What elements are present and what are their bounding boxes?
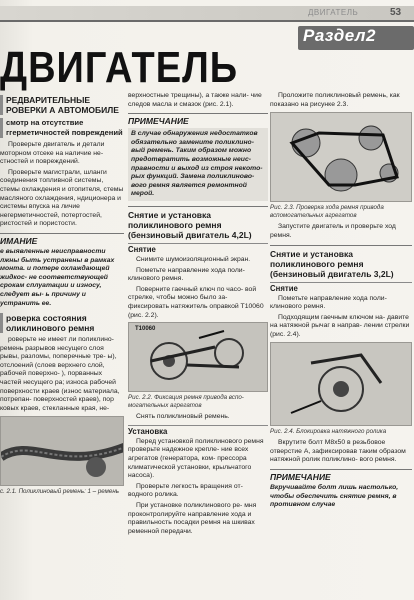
section-label: Раздел2 [303,26,376,45]
belt-photo-icon [1,417,124,486]
middle-column [128,92,268,538]
subheading-removal: Снятие [270,282,412,293]
heading-belt-removal-42: Снятие и установка поликлинового ремня (бензиновый двигатель 4,2L) [128,206,268,240]
note-heading: ИМАНИЕ [0,233,124,246]
heading-preliminary-checks: РЕДВАРИТЕЛЬНЫЕ РОВЕРКИ А АВТОМОБИЛЕ [0,95,124,115]
engine-tensioner-icon [129,323,268,392]
tensioner-block-figure [270,342,412,426]
figure-label: T10060 [135,326,156,333]
figure-caption: с. 2.1. Поликлиновый ремень: 1 – ремень [0,488,120,496]
paragraph: роверьте не имеет ли поликлино- ремень разрывов несущего слоя рывы, разломы, поперечные тре- ы), отслоений (слоев верхнего слой, рабочей поверхно- ), порванных частей несущего ра; износа рабочей поверхности краев (износ материала, потрепан- поверхностей краев), пор ковых краев, стекланные края, не- [0,336,120,412]
subheading-removal: Снятие [128,243,268,254]
heading-belt-removal-32: Снятие и установка поликлинового ремня (бензиновый двигатель 3,2L) [270,245,412,279]
figure-caption: Рис. 2.4. Блокировка натяжного ролика [270,427,387,435]
subheading-installation: Установка [128,425,268,436]
right-column [270,92,412,510]
tensioner-roller-icon [271,343,412,426]
heading-leak-inspection: смотр на отсутствие ггерметичностей повреждений [0,118,124,138]
heading-belt-check: роверка состояния оликлинового ремня [0,313,124,333]
figure-caption: Рис. 2.3. Проверка хода ремня привода вспомогательных агрегатов [270,204,384,219]
paragraph: Снять поликлиновый ремень. [136,413,230,421]
note-text: е выявленные неисправности лжны быть устранены в рамках монта. и потере охлаждающей жидкос- не соответствующей срокам сплуатации и износу, следует вы- ь причину и устранить ее. [0,247,115,307]
paragraph: Проверьте легкость вращения от- водного ролика. [128,482,243,499]
paragraph: Поверните гаечный ключ по часо- вой стрелке, чтобы можно было за- фиксировать натяжитель оправкой T10060 (рис. 2.2). [128,285,264,319]
paragraph: Перед установкой поликлинового ремня проверьте надежное крепле- ние всех агрегатов (генератора, ком- прессора климатической установки, крыльчатого насоса). [128,437,264,480]
belt-routing-diagram-icon [271,113,412,202]
figure-caption: Рис. 2.2. Фиксация ремня привода вспо- могательных агрегатов [128,394,244,409]
note-text: В случае обнаружения недостатков обязательно замените поликлино- вый ремень. Таким образом можно предотвратить возможные неис- правности и выход из строя некото- рых функций. Замена поликлиново- вого ремня является ремонтной мерой. [128,128,268,201]
paragraph: Пометьте направление хода поли- клинового ремня. [128,266,245,283]
paragraph: Снимите шумоизоляционный экран. [136,255,251,263]
note-text: Вкручивайте болт лишь настолько, чтобы обеспечить снятие ремня, в противном случае [270,483,399,509]
header-running-title: ДВИГАТЕЛЬ [308,8,359,17]
left-column [0,92,124,500]
paragraph: Вкрутите болт M8x50 в резьбовое отверстие A, зафиксировав таким образом натяжной ролик поликлино- вого ремня. [270,439,406,464]
paragraph: Пометьте направление хода поли- клинового ремня. [270,294,387,311]
paragraph: Запустите двигатель и проверьте ход ремня. [270,223,396,239]
paragraph: Подходящим гаечным ключом на- давите на натяжной рычаг в направ- лении стрелки (рис. 2.4). [270,313,410,338]
header-rule [0,20,414,22]
belt-routing-figure [270,112,412,202]
paragraph: Проверьте двигатель и детали моторном отсеке на наличие не- стностей и повреждений. [0,141,105,166]
belt-photo-figure [0,416,124,486]
paragraph: верхностные трещины), а также нали- чие следов масла и смазок (рис. 2.1). [128,92,262,108]
paragraph: При установке поликлинового ре- мня проконтролируйте направление хода и правильность посадки ремня на шкивах ременной передачи. [128,502,257,535]
paragraph: Проложите поликлиновый ремень, как показано на рисунке 2.3. [270,92,400,108]
chapter-title: ДВИГАТЕЛЬ [0,44,239,93]
tensioner-lock-figure [128,322,268,392]
page-number: 53 [390,7,402,18]
note-heading: ПРИМЕЧАНИЕ [270,469,412,482]
note-heading: ПРИМЕЧАНИЕ [128,113,268,126]
paragraph: Проверьте магистрали, шланги соединения топливной системы, стемы охлаждения и отопителя, стемы масляного охлаждения, ндиционера и системы впуска на личие негерметичностей, потертостей, ристостей и пористости. [0,168,124,228]
